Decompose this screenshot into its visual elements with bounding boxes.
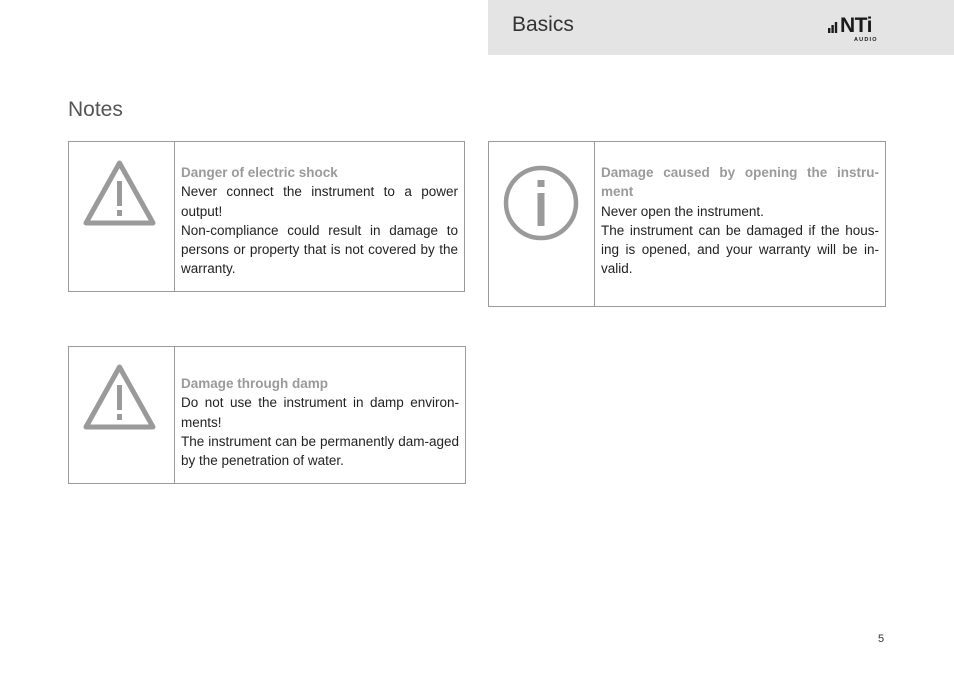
header-band (488, 0, 954, 55)
logo-subtext: AUDIO (854, 37, 878, 43)
note-title: Damage caused by opening the instru-ment (601, 165, 879, 200)
note-line: Do not use the instrument in damp environ-ments! (181, 395, 459, 430)
note-line: Non-compliance could result in damage to persons or property that is not covered by the warranty. (181, 222, 458, 277)
note-text (175, 142, 464, 291)
note-icon-cell (69, 347, 175, 483)
logo-wordmark: NTi (840, 14, 872, 37)
page-heading: Notes (68, 98, 123, 121)
note-box-electric-shock (68, 141, 465, 292)
note-box-damp (68, 346, 466, 484)
note-line: Never open the instrument. (601, 203, 764, 219)
note-title: Danger of electric shock (181, 165, 338, 180)
note-title: Damage through damp (181, 376, 329, 391)
note-box-opening-instrument (488, 141, 886, 307)
note-line: The instrument can be permanently dam-aged by the penetration of water. (181, 433, 459, 469)
note-text (175, 347, 465, 483)
note-icon-cell (489, 142, 595, 306)
nti-audio-logo (828, 14, 888, 45)
page-number: 5 (878, 633, 885, 645)
section-title: Basics (512, 13, 574, 36)
logo-bars-icon (828, 21, 840, 33)
note-text (595, 142, 885, 306)
warning-triangle-icon (82, 159, 157, 227)
info-icon (502, 164, 580, 242)
note-line: The instrument can be damaged if the hous-ing is opened, and your warranty will be in-valid. (601, 222, 879, 277)
note-icon-cell (69, 142, 175, 291)
note-line: Never connect the instrument to a power output! (181, 184, 458, 219)
warning-triangle-icon (82, 363, 157, 431)
